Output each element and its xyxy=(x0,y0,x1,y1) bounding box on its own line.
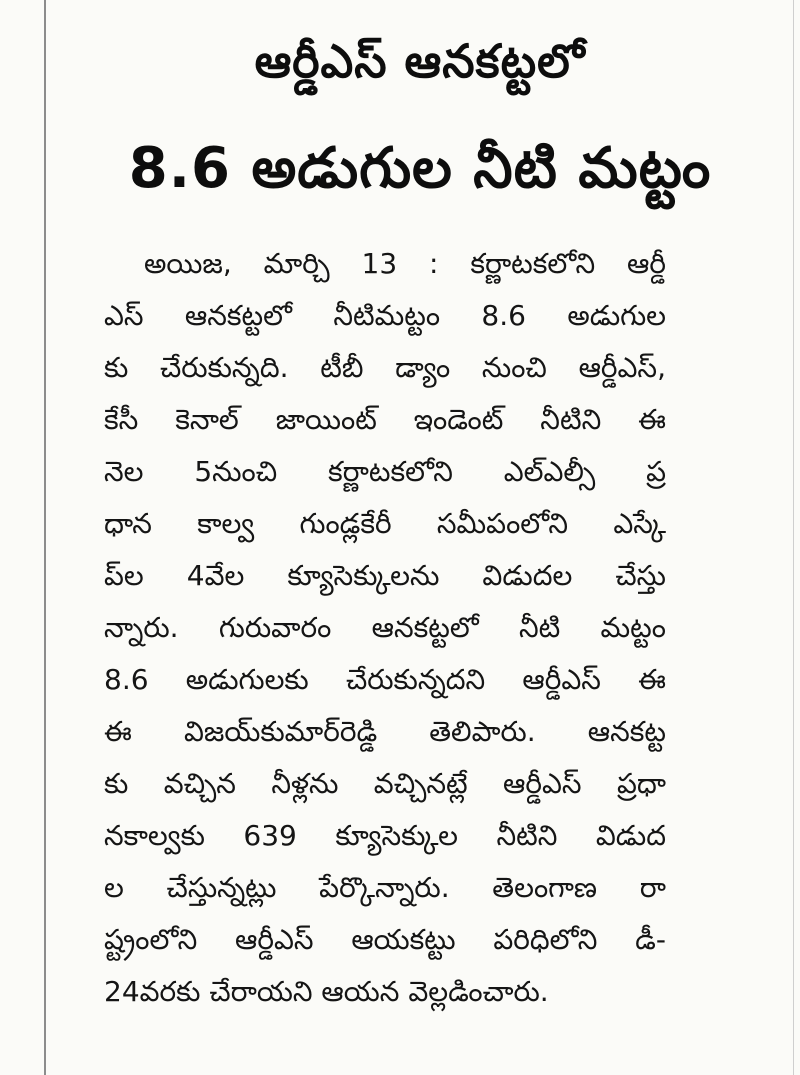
body-line: ప్‌ల 4వేల క్యూసెక్కులను విడుదల చేస్తు xyxy=(104,559,666,592)
body-line: అయిజ, మార్చి 13 : కర్ణాటకలోని ఆర్డీ xyxy=(144,247,666,280)
body-line: న్నారు. గురువారం ఆనకట్టలో నీటి మట్టం xyxy=(104,611,666,644)
body-line: 24వరకు చేరాయని ఆయన వెల్లడించారు. xyxy=(104,975,549,1008)
body-line: కు వచ్చిన నీళ్లను వచ్చినట్లే ఆర్డీఎస్ ప్రధా xyxy=(104,767,666,800)
body-line: ఎస్ ఆనకట్టలో నీటిమట్టం 8.6 అడుగుల xyxy=(104,299,666,332)
body-line: ధాన కాల్వ గుండ్లకేరీ సమీపంలోని ఎస్కే xyxy=(104,507,666,540)
clipping-edge xyxy=(46,1066,793,1075)
body-line: ఈ విజయ్‌కుమార్‌రెడ్డి తెలిపారు. ఆనకట్ట xyxy=(104,715,666,748)
column-divider-right xyxy=(793,0,794,1075)
body-line: ల చేస్తున్నట్లు పేర్కొన్నారు. తెలంగాణ రా xyxy=(104,871,666,904)
body-line: 8.6 అడుగులకు చేరుకున్నదని ఆర్డీఎస్ ఈ xyxy=(104,663,666,696)
body-line: నకాల్వకు 639 క్యూసెక్కుల నీటిని విడుద xyxy=(104,819,666,852)
body-line: నెల 5నుంచి కర్ణాటకలోని ఎల్ఎల్సీ ప్ర xyxy=(104,455,666,488)
column-divider-left xyxy=(44,0,46,1075)
body-line: కు చేరుకున్నది. టీబీ డ్యాం నుంచి ఆర్డీఎస్, xyxy=(104,351,666,384)
headline-line-1: ఆర్డీఎస్ ఆనకట్టలో xyxy=(254,34,586,88)
headline-line-2: 8.6 అడుగుల నీటి మట్టం xyxy=(128,136,712,201)
body-line: కేసీ కెనాల్ జాయింట్ ఇండెంట్ నీటిని ఈ xyxy=(104,403,666,436)
body-line: ష్ట్రంలోని ఆర్డీఎస్ ఆయకట్టు పరిధిలోని డీ- xyxy=(104,923,666,956)
article-body xyxy=(104,238,666,1018)
